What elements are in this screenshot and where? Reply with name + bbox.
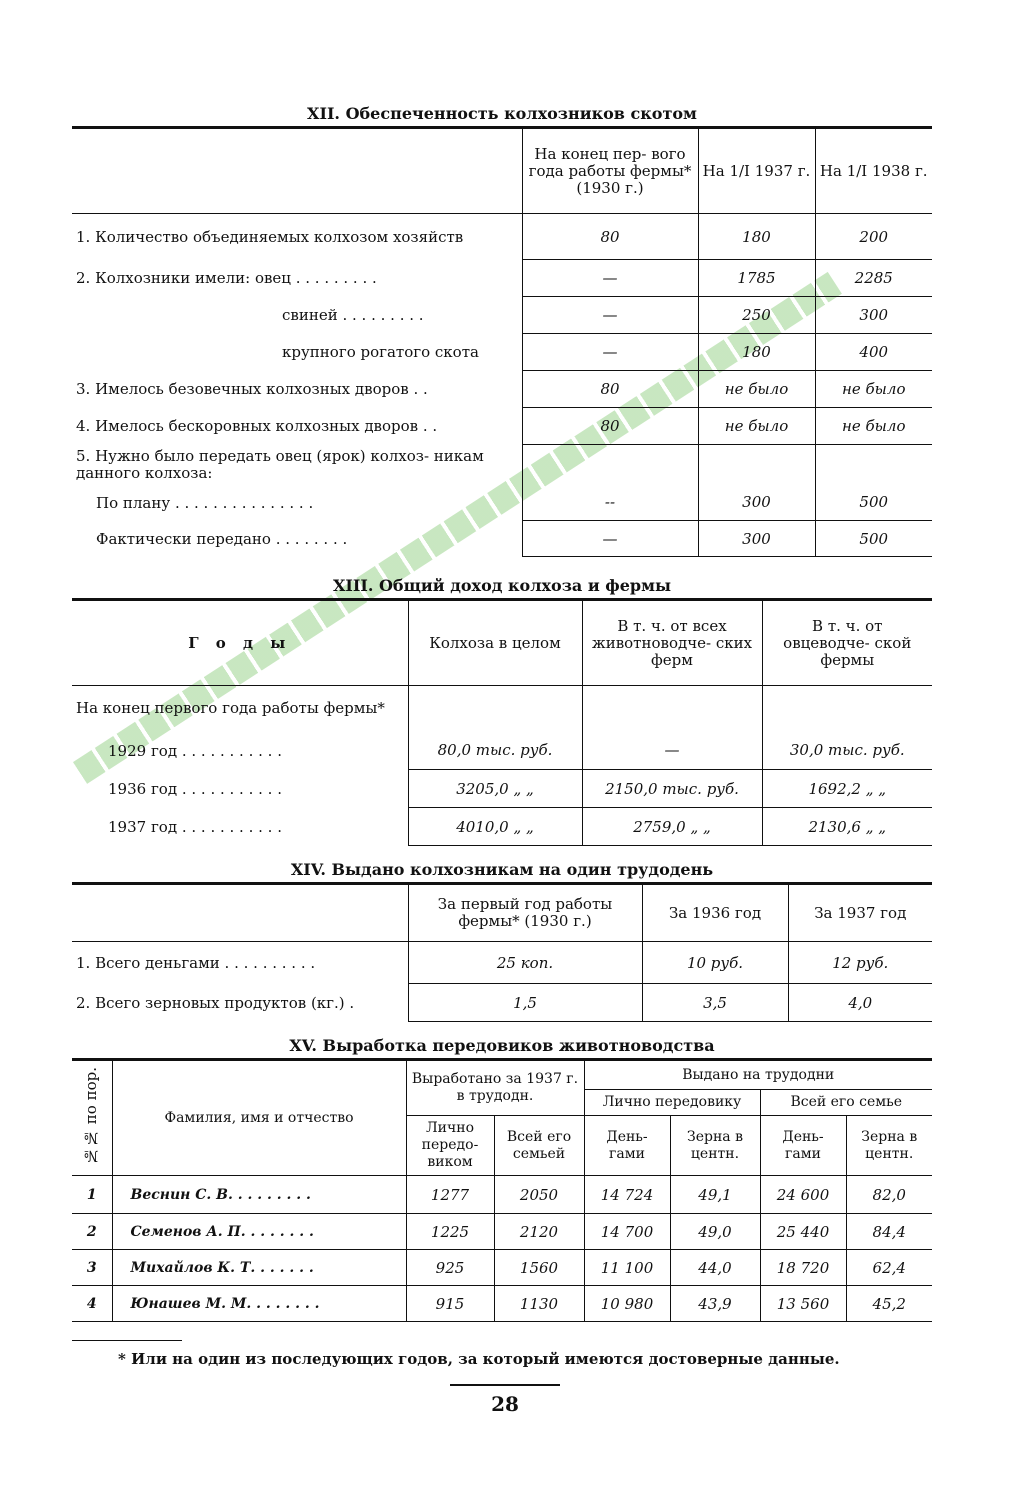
- col-header-name: Фамилия, имя и отчество: [112, 1060, 406, 1176]
- table-row: [72, 732, 932, 770]
- row-label: Фактически передано . . . . . . . .: [96, 529, 348, 548]
- table-xiv: [72, 882, 932, 1022]
- cell: 500: [815, 485, 932, 521]
- cell: не было: [815, 371, 932, 408]
- section-xv-title: XV. Выработка передовиков животноводства: [289, 1036, 715, 1055]
- table-row: [72, 1286, 932, 1322]
- cell: не было: [698, 371, 815, 408]
- col-header-total: Колхоза в целом: [408, 600, 582, 686]
- row-name: Семенов А. П. . . . . . . .: [112, 1214, 406, 1250]
- row-number: 2: [72, 1214, 112, 1250]
- cell: 200: [815, 214, 932, 260]
- table-row: [72, 297, 932, 334]
- cell: 49,0: [670, 1214, 760, 1250]
- table-header-row: [72, 884, 932, 942]
- cell: 2050: [494, 1176, 584, 1214]
- row-name: Михайлов К. Т. . . . . . .: [112, 1250, 406, 1286]
- col-header-sub: Лично передо- виком: [406, 1116, 494, 1176]
- row-label: 4. Имелось бескоровных колхозных дворов . .: [76, 417, 438, 435]
- cell: 1785: [698, 260, 815, 297]
- section-xiii-title: XIII. Общий доход колхоза и фермы: [332, 576, 672, 595]
- cell: 1560: [494, 1250, 584, 1286]
- cell: 925: [406, 1250, 494, 1286]
- row-number: 4: [72, 1286, 112, 1322]
- cell: 45,2: [846, 1286, 932, 1322]
- table-row: [72, 942, 932, 984]
- cell: 400: [815, 334, 932, 371]
- row-name: Юнашев М. М. . . . . . . .: [112, 1286, 406, 1322]
- cell: 1692,2 „ „: [762, 770, 932, 808]
- col-header-sub: Всей его семьей: [494, 1116, 584, 1176]
- cell: 49,1: [670, 1176, 760, 1214]
- row-label: По плану . . . . . . . . . . . . . . .: [96, 493, 314, 512]
- row-label: 5. Нужно было передать овец (ярок) колхоз- никам данного колхоза:: [76, 446, 484, 482]
- cell: 4,0: [788, 984, 932, 1022]
- row-label: 1929 год . . . . . . . . . . .: [108, 741, 282, 760]
- cell: 30,0 тыс. руб.: [762, 732, 932, 770]
- table-row: [72, 1176, 932, 1214]
- col-header-1937: На 1/I 1937 г.: [698, 128, 815, 214]
- cell: [815, 445, 932, 485]
- cell: 2150,0 тыс. руб.: [582, 770, 762, 808]
- cell: 180: [698, 214, 815, 260]
- page-number: 28: [450, 1384, 560, 1416]
- cell: 4010,0 „ „: [408, 808, 582, 846]
- cell: 2285: [815, 260, 932, 297]
- row-label: 2. Всего зерновых продуктов (кг.) .: [76, 993, 355, 1012]
- cell: 25 440: [760, 1214, 846, 1250]
- cell: 2759,0 „ „: [582, 808, 762, 846]
- footnote-rule: [72, 1340, 182, 1341]
- row-label: свиней . . . . . . . . .: [282, 306, 424, 324]
- cell: —: [522, 297, 698, 334]
- section-xiv-title: XIV. Выдано колхозникам на один трудодень: [290, 860, 714, 879]
- cell: 14 724: [584, 1176, 670, 1214]
- cell: 18 720: [760, 1250, 846, 1286]
- cell: [522, 445, 698, 485]
- cell: 25 коп.: [408, 942, 642, 984]
- section-xii-title: XII. Обеспеченность колхозников скотом: [307, 104, 697, 123]
- footnote: * Или на один из последующих годов, за который имеются достоверные данные.: [118, 1350, 840, 1368]
- cell: 3205,0 „ „: [408, 770, 582, 808]
- cell: 44,0: [670, 1250, 760, 1286]
- table-row: [72, 770, 932, 808]
- cell: 10 руб.: [642, 942, 788, 984]
- cell: 500: [815, 521, 932, 557]
- cell: не было: [698, 408, 815, 445]
- table-row: [72, 984, 932, 1022]
- cell: 14 700: [584, 1214, 670, 1250]
- col-header-personal: Лично передовику: [584, 1090, 760, 1116]
- cell: 10 980: [584, 1286, 670, 1322]
- col-header-family: Всей его семье: [760, 1090, 932, 1116]
- table-row: [72, 214, 932, 260]
- row-label: 1. Количество объединяемых колхозом хозяйств: [76, 227, 464, 246]
- table-row: [72, 1250, 932, 1286]
- col-header-sub: День- гами: [584, 1116, 670, 1176]
- table-xiii: [72, 598, 932, 846]
- cell: 1,5: [408, 984, 642, 1022]
- col-header-worked: Выработано за 1937 г. в трудодн.: [406, 1060, 584, 1116]
- cell: 250: [698, 297, 815, 334]
- cell: —: [522, 521, 698, 557]
- cell: 24 600: [760, 1176, 846, 1214]
- cell: 12 руб.: [788, 942, 932, 984]
- table-xv: [72, 1058, 932, 1322]
- table-header-row: [72, 600, 932, 686]
- row-label: 3. Имелось безовечных колхозных дворов . .: [76, 380, 428, 398]
- cell: 300: [698, 485, 815, 521]
- cell: 1130: [494, 1286, 584, 1322]
- cell: --: [522, 485, 698, 521]
- cell: 62,4: [846, 1250, 932, 1286]
- cell: 13 560: [760, 1286, 846, 1322]
- cell: 915: [406, 1286, 494, 1322]
- row-label: крупного рогатого скота: [282, 343, 479, 361]
- table-header-row: [72, 1060, 932, 1090]
- row-label: 2. Колхозники имели: овец . . . . . . . . .: [76, 269, 377, 287]
- cell: 2120: [494, 1214, 584, 1250]
- col-header-livestock: В т. ч. от всех животноводче- ских ферм: [582, 600, 762, 686]
- table-row: [72, 521, 932, 557]
- cell: 180: [698, 334, 815, 371]
- col-header-years: Г о д ы: [72, 600, 408, 686]
- row-label: На конец первого года работы фермы*: [76, 699, 385, 718]
- cell: 300: [698, 521, 815, 557]
- row-label: 1936 год . . . . . . . . . . .: [108, 779, 282, 798]
- table-row: [72, 371, 932, 408]
- cell: 11 100: [584, 1250, 670, 1286]
- row-label: 1. Всего деньгами . . . . . . . . . .: [76, 953, 316, 972]
- col-header-1938: На 1/I 1938 г.: [815, 128, 932, 214]
- cell: 80: [522, 371, 698, 408]
- cell: 80: [522, 214, 698, 260]
- col-header-sub: День- гами: [760, 1116, 846, 1176]
- table-row: [72, 485, 932, 521]
- table-row: [72, 1214, 932, 1250]
- col-header-1936: За 1936 год: [642, 884, 788, 942]
- col-header-1937: За 1937 год: [788, 884, 932, 942]
- table-xii: [72, 126, 932, 557]
- col-header-sub: Зерна в центн.: [670, 1116, 760, 1176]
- col-header-1930: На конец пер- вого года работы фермы* (1930 г.): [522, 128, 698, 214]
- table-header-row: [72, 128, 932, 214]
- row-number: 3: [72, 1250, 112, 1286]
- row-name: Веснин С. В. . . . . . . . .: [112, 1176, 406, 1214]
- cell: 1225: [406, 1214, 494, 1250]
- cell: 80: [522, 408, 698, 445]
- row-label: 1937 год . . . . . . . . . . .: [108, 817, 282, 836]
- cell: —: [582, 732, 762, 770]
- col-header-issued: Выдано на трудодни: [584, 1060, 932, 1090]
- cell: —: [522, 260, 698, 297]
- cell: 80,0 тыс. руб.: [408, 732, 582, 770]
- table-row: [72, 686, 932, 732]
- cell: 3,5: [642, 984, 788, 1022]
- table-row: [72, 408, 932, 445]
- cell: 1277: [406, 1176, 494, 1214]
- col-header-number: №№ по пор.: [72, 1060, 112, 1176]
- cell: 43,9: [670, 1286, 760, 1322]
- cell: 84,4: [846, 1214, 932, 1250]
- cell: 2130,6 „ „: [762, 808, 932, 846]
- col-header-first-year: За первый год работы фермы* (1930 г.): [408, 884, 642, 942]
- col-header-sub: Зерна в центн.: [846, 1116, 932, 1176]
- table-row: [72, 445, 932, 485]
- table-row: [72, 334, 932, 371]
- table-row: [72, 260, 932, 297]
- col-header-sheep: В т. ч. от овцеводче- ской фермы: [762, 600, 932, 686]
- cell: 300: [815, 297, 932, 334]
- cell: —: [522, 334, 698, 371]
- cell: [698, 445, 815, 485]
- cell: 82,0: [846, 1176, 932, 1214]
- table-row: [72, 808, 932, 846]
- row-number: 1: [72, 1176, 112, 1214]
- cell: не было: [815, 408, 932, 445]
